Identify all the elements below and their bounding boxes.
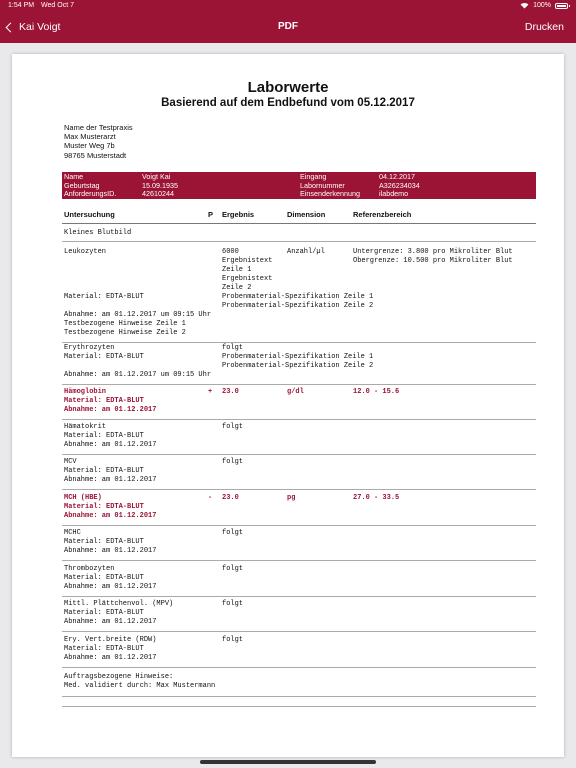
row-divider — [62, 631, 536, 632]
sender-label: Einsenderkennung — [300, 189, 360, 198]
result-value: Zeile 1 — [222, 266, 252, 274]
test-name: Material: EDTA-BLUT — [64, 503, 144, 511]
row-divider — [62, 342, 536, 343]
status-bar — [0, 0, 576, 13]
header-test: Untersuchung — [64, 210, 115, 219]
battery-icon — [555, 3, 568, 9]
home-indicator[interactable] — [200, 760, 376, 764]
row-divider — [62, 560, 536, 561]
document-title: Laborwerte — [247, 79, 329, 96]
test-name: Material: EDTA-BLUT — [64, 353, 144, 361]
footer-note: Auftragsbezogene Hinweise: — [64, 673, 174, 681]
unit-value: Anzahl/µl — [287, 248, 325, 256]
test-name: Hämatokrit — [64, 423, 107, 431]
result-value: Zeile 2 — [222, 284, 252, 292]
patient-request-label: AnforderungsID. — [64, 189, 117, 198]
row-divider — [62, 241, 536, 242]
labnumber-value: A326234034 — [379, 180, 420, 190]
pdf-page[interactable] — [12, 54, 564, 757]
back-button-label: Kai Voigt — [19, 21, 61, 33]
header-divider — [62, 223, 536, 224]
section-title: Kleines Blutbild — [64, 229, 132, 237]
address-line: Max Musterarzt — [64, 132, 116, 142]
test-name: MCH (HBE) — [64, 494, 102, 502]
row-divider — [62, 525, 536, 526]
result-value: folgt — [222, 600, 244, 608]
test-name: Material: EDTA-BLUT — [64, 293, 144, 301]
test-name: Abnahme: am 01.12.2017 — [64, 654, 157, 662]
result-value: Ergebnistext — [222, 275, 273, 283]
address-line: 98765 Musterstadt — [64, 150, 127, 160]
unit-value: g/dl — [287, 388, 304, 396]
patient-birthday-label: Geburtstag — [64, 180, 100, 190]
test-name: Abnahme: am 01.12.2017 — [64, 406, 157, 414]
result-value: folgt — [222, 458, 244, 466]
battery-percent: 100% — [533, 2, 551, 9]
result-value: folgt — [222, 423, 244, 431]
test-name: Material: EDTA-BLUT — [64, 467, 144, 475]
entry-value: 04.12.2017 — [379, 172, 415, 181]
reference-range: 27.0 - 33.5 — [353, 494, 400, 502]
test-name: MCHC — [64, 529, 81, 537]
pathology-flag: + — [208, 388, 213, 396]
patient-name-value: Voigt Kai — [142, 172, 171, 181]
test-name: Material: EDTA-BLUT — [64, 538, 144, 546]
row-divider — [62, 596, 536, 597]
wifi-icon — [520, 2, 529, 9]
address-line: Name der Testpraxis — [64, 123, 133, 132]
pathology-flag: - — [208, 494, 213, 502]
test-name: Abnahme: am 01.12.2017 — [64, 512, 157, 520]
result-value: Probenmaterial-Spezifikation Zeile 1 — [222, 293, 374, 301]
row-divider — [62, 419, 536, 420]
test-name: Hämoglobin — [64, 388, 107, 396]
header-unit: Dimension — [287, 210, 326, 219]
unit-value: pg — [287, 494, 296, 502]
header-reference: Referenzbereich — [353, 210, 412, 219]
practice-address — [64, 123, 133, 160]
test-name: Abnahme: am 01.12.2017 — [64, 547, 157, 555]
result-value: 23.0 — [222, 494, 239, 502]
patient-name-label: Name — [64, 172, 84, 181]
header-p: P — [208, 210, 214, 219]
navigation-bar — [0, 13, 576, 43]
test-name: MCV — [64, 458, 77, 466]
test-name: Abnahme: am 01.12.2017 um 09:15 Uhr — [64, 311, 212, 319]
test-name: Material: EDTA-BLUT — [64, 645, 144, 653]
nav-title: PDF — [278, 21, 298, 32]
patient-birthday-value: 15.09.1935 — [142, 180, 178, 190]
test-name: Leukozyten — [64, 248, 107, 256]
result-value: folgt — [222, 636, 244, 644]
test-name: Material: EDTA-BLUT — [64, 574, 144, 582]
reference-range: Untergrenze: 3.800 pro Mikroliter Blut — [353, 248, 513, 256]
test-name: Abnahme: am 01.12.2017 — [64, 476, 157, 484]
result-value: Probenmaterial-Spezifikation Zeile 2 — [222, 302, 374, 310]
test-name: Material: EDTA-BLUT — [64, 432, 144, 440]
row-divider — [62, 706, 536, 707]
row-divider — [62, 384, 536, 385]
result-value: folgt — [222, 529, 244, 537]
status-date: Wed Oct 7 — [41, 2, 74, 9]
row-divider — [62, 696, 536, 697]
entry-label: Eingang — [300, 172, 327, 181]
result-value: Ergebnistext — [222, 257, 273, 265]
test-name: Abnahme: am 01.12.2017 — [64, 583, 157, 591]
result-value: Probenmaterial-Spezifikation Zeile 2 — [222, 362, 374, 370]
sender-value: ilabdemo — [379, 189, 409, 198]
result-value: Probenmaterial-Spezifikation Zeile 1 — [222, 353, 374, 361]
test-name: Mittl. Plättchenvol. (MPV) — [64, 600, 174, 608]
patient-request-value: 42610244 — [142, 189, 174, 198]
result-value: 23.0 — [222, 388, 239, 396]
test-name: Material: EDTA-BLUT — [64, 397, 144, 405]
reference-range: 12.0 - 15.6 — [353, 388, 400, 396]
test-name: Material: EDTA-BLUT — [64, 609, 144, 617]
test-name: Erythrozyten — [64, 344, 115, 352]
print-button[interactable]: Drucken — [524, 21, 564, 33]
row-divider — [62, 489, 536, 490]
result-value: 6000 — [222, 248, 239, 256]
test-name: Abnahme: am 01.12.2017 um 09:15 Uhr — [64, 371, 212, 379]
test-name: Ery. Vert.breite (RDW) — [64, 636, 157, 644]
address-line: Muster Weg 7b — [64, 141, 115, 151]
status-time: 1:54 PM — [8, 2, 35, 9]
test-name: Abnahme: am 01.12.2017 — [64, 618, 157, 626]
test-name: Thrombozyten — [64, 565, 115, 573]
patient-info-block — [62, 172, 536, 199]
footer-note: Med. validiert durch: Max Mustermann — [64, 682, 216, 690]
document-subtitle: Basierend auf dem Endbefund vom 05.12.2017 — [161, 97, 415, 109]
result-value: folgt — [222, 565, 244, 573]
row-divider — [62, 667, 536, 668]
test-name: Abnahme: am 01.12.2017 — [64, 441, 157, 449]
header-result: Ergebnis — [222, 210, 255, 219]
labnumber-label: Labornummer — [300, 180, 345, 190]
reference-range: Obergrenze: 10.500 pro Mikroliter Blut — [353, 257, 513, 265]
row-divider — [62, 454, 536, 455]
test-name: Testbezogene Hinweise Zeile 1 — [64, 320, 186, 328]
test-name: Testbezogene Hinweise Zeile 2 — [64, 329, 186, 337]
result-value: folgt — [222, 344, 244, 352]
